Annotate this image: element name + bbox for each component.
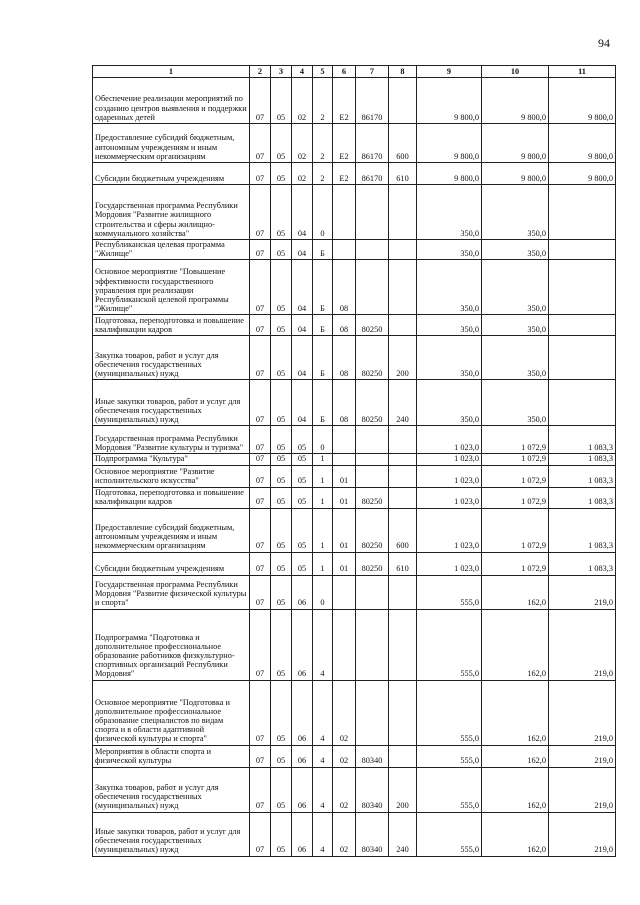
vr-cell: 240 <box>389 380 417 426</box>
direction-cell: 80340 <box>356 767 389 812</box>
ved-cell: 07 <box>250 185 271 240</box>
direction-cell: 86170 <box>356 78 389 124</box>
ved-cell: 07 <box>250 260 271 315</box>
pr-cell: 04 <box>292 185 313 240</box>
pr-cell: 05 <box>292 454 313 465</box>
budget-table <box>92 65 616 857</box>
rz-cell: 05 <box>271 315 292 336</box>
pr-cell: 04 <box>292 240 313 260</box>
rz-cell: 05 <box>271 78 292 124</box>
subprogram-cell <box>333 185 356 240</box>
ved-cell: 07 <box>250 487 271 508</box>
subprogram-cell <box>333 240 356 260</box>
amount-1-cell: 9 800,0 <box>417 124 482 163</box>
amount-2-cell: 1 072,9 <box>482 487 549 508</box>
program-cell: Б <box>313 240 333 260</box>
amount-2-cell: 350,0 <box>482 260 549 315</box>
direction-cell: 86170 <box>356 163 389 185</box>
amount-2-cell: 350,0 <box>482 315 549 336</box>
table-row <box>93 745 616 767</box>
ved-cell: 07 <box>250 78 271 124</box>
rz-cell: 05 <box>271 609 292 680</box>
table-row <box>93 552 616 575</box>
vr-cell <box>389 609 417 680</box>
col-amount-2-header: 10 <box>482 66 549 78</box>
ved-cell: 07 <box>250 454 271 465</box>
table-row <box>93 426 616 454</box>
subprogram-cell: 01 <box>333 487 356 508</box>
direction-cell <box>356 426 389 454</box>
direction-cell <box>356 575 389 609</box>
amount-2-cell: 1 072,9 <box>482 508 549 552</box>
vr-cell <box>389 745 417 767</box>
subprogram-cell: 01 <box>333 465 356 487</box>
name-cell: Субсидии бюджетным учреждениям <box>93 163 250 185</box>
rz-cell: 05 <box>271 812 292 856</box>
subprogram-cell <box>333 454 356 465</box>
program-cell: 1 <box>313 465 333 487</box>
ved-cell: 07 <box>250 163 271 185</box>
amount-3-cell: 219,0 <box>549 812 616 856</box>
amount-1-cell: 1 023,0 <box>417 454 482 465</box>
amount-1-cell: 555,0 <box>417 745 482 767</box>
col-amount-3-header: 11 <box>549 66 616 78</box>
vr-cell <box>389 680 417 745</box>
table-row <box>93 336 616 380</box>
subprogram-cell: 08 <box>333 260 356 315</box>
amount-1-cell: 555,0 <box>417 575 482 609</box>
amount-1-cell: 1 023,0 <box>417 465 482 487</box>
amount-3-cell: 1 083,3 <box>549 465 616 487</box>
program-cell: Б <box>313 380 333 426</box>
amount-3-cell <box>549 336 616 380</box>
ved-cell: 07 <box>250 315 271 336</box>
amount-2-cell: 1 072,9 <box>482 465 549 487</box>
rz-cell: 05 <box>271 508 292 552</box>
pr-cell: 06 <box>292 680 313 745</box>
amount-1-cell: 9 800,0 <box>417 163 482 185</box>
ved-cell: 07 <box>250 380 271 426</box>
col-name-header: 1 <box>93 66 250 78</box>
amount-3-cell <box>549 240 616 260</box>
vr-cell: 240 <box>389 812 417 856</box>
amount-1-cell: 1 023,0 <box>417 487 482 508</box>
subprogram-cell: Е2 <box>333 163 356 185</box>
pr-cell: 04 <box>292 336 313 380</box>
vr-cell <box>389 426 417 454</box>
table-row <box>93 680 616 745</box>
pr-cell: 05 <box>292 465 313 487</box>
pr-cell: 05 <box>292 487 313 508</box>
program-cell: 4 <box>313 812 333 856</box>
program-cell: 1 <box>313 487 333 508</box>
program-cell: Б <box>313 260 333 315</box>
rz-cell: 05 <box>271 680 292 745</box>
rz-cell: 05 <box>271 380 292 426</box>
name-cell: Государственная программа Республики Мордовия "Развитие жилищного строительства и сферы жилищно-коммунального хозяйства" <box>93 185 250 240</box>
direction-cell: 80250 <box>356 380 389 426</box>
amount-3-cell <box>549 380 616 426</box>
program-cell: 0 <box>313 185 333 240</box>
amount-2-cell: 162,0 <box>482 812 549 856</box>
program-cell: 4 <box>313 745 333 767</box>
col-program-header: 5 <box>313 66 333 78</box>
subprogram-cell: 02 <box>333 745 356 767</box>
table-row <box>93 315 616 336</box>
rz-cell: 05 <box>271 163 292 185</box>
amount-3-cell <box>549 315 616 336</box>
ved-cell: 07 <box>250 465 271 487</box>
amount-2-cell: 9 800,0 <box>482 78 549 124</box>
rz-cell: 05 <box>271 745 292 767</box>
ved-cell: 07 <box>250 124 271 163</box>
amount-1-cell: 350,0 <box>417 185 482 240</box>
direction-cell: 80250 <box>356 552 389 575</box>
program-cell: 4 <box>313 767 333 812</box>
header-row <box>93 66 616 78</box>
table-row <box>93 609 616 680</box>
program-cell: 4 <box>313 609 333 680</box>
direction-cell: 80250 <box>356 336 389 380</box>
amount-2-cell: 162,0 <box>482 609 549 680</box>
col-direction-header: 7 <box>356 66 389 78</box>
amount-3-cell: 219,0 <box>549 680 616 745</box>
subprogram-cell <box>333 609 356 680</box>
col-rz-header: 3 <box>271 66 292 78</box>
amount-2-cell: 162,0 <box>482 767 549 812</box>
amount-1-cell: 350,0 <box>417 260 482 315</box>
amount-1-cell: 1 023,0 <box>417 508 482 552</box>
direction-cell <box>356 260 389 315</box>
program-cell: Б <box>313 315 333 336</box>
amount-1-cell: 9 800,0 <box>417 78 482 124</box>
amount-2-cell: 350,0 <box>482 185 549 240</box>
vr-cell <box>389 575 417 609</box>
vr-cell: 200 <box>389 336 417 380</box>
amount-3-cell: 219,0 <box>549 767 616 812</box>
rz-cell: 05 <box>271 767 292 812</box>
rz-cell: 05 <box>271 240 292 260</box>
table-row <box>93 575 616 609</box>
table-row <box>93 812 616 856</box>
program-cell: 2 <box>313 163 333 185</box>
amount-3-cell: 9 800,0 <box>549 124 616 163</box>
program-cell: 1 <box>313 454 333 465</box>
program-cell: 0 <box>313 575 333 609</box>
col-vr-header: 8 <box>389 66 417 78</box>
col-pr-header: 4 <box>292 66 313 78</box>
rz-cell: 05 <box>271 336 292 380</box>
amount-2-cell: 1 072,9 <box>482 426 549 454</box>
rz-cell: 05 <box>271 487 292 508</box>
direction-cell <box>356 185 389 240</box>
direction-cell: 80250 <box>356 315 389 336</box>
vr-cell <box>389 465 417 487</box>
name-cell: Предоставление субсидий бюджетным, автономным учреждениям и иным некоммерческим организациям <box>93 508 250 552</box>
direction-cell: 86170 <box>356 124 389 163</box>
vr-cell <box>389 78 417 124</box>
vr-cell: 200 <box>389 767 417 812</box>
pr-cell: 02 <box>292 163 313 185</box>
amount-1-cell: 1 023,0 <box>417 426 482 454</box>
rz-cell: 05 <box>271 552 292 575</box>
vr-cell <box>389 240 417 260</box>
table-row <box>93 78 616 124</box>
direction-cell: 80340 <box>356 745 389 767</box>
name-cell: Основное мероприятие "Развитие исполнительского искусства" <box>93 465 250 487</box>
rz-cell: 05 <box>271 575 292 609</box>
pr-cell: 06 <box>292 745 313 767</box>
subprogram-cell: 01 <box>333 508 356 552</box>
table-row <box>93 163 616 185</box>
pr-cell: 06 <box>292 812 313 856</box>
amount-3-cell <box>549 260 616 315</box>
name-cell: Предоставление субсидий бюджетным, автономным учреждениям и иным некоммерческим организациям <box>93 124 250 163</box>
direction-cell <box>356 680 389 745</box>
subprogram-cell: 08 <box>333 315 356 336</box>
amount-2-cell: 350,0 <box>482 336 549 380</box>
amount-3-cell: 219,0 <box>549 609 616 680</box>
amount-2-cell: 350,0 <box>482 240 549 260</box>
direction-cell <box>356 240 389 260</box>
amount-3-cell: 9 800,0 <box>549 78 616 124</box>
ved-cell: 07 <box>250 812 271 856</box>
subprogram-cell: 08 <box>333 380 356 426</box>
table-row <box>93 508 616 552</box>
pr-cell: 05 <box>292 426 313 454</box>
amount-3-cell <box>549 185 616 240</box>
table-row <box>93 487 616 508</box>
table-row <box>93 767 616 812</box>
amount-2-cell: 9 800,0 <box>482 124 549 163</box>
rz-cell: 05 <box>271 454 292 465</box>
subprogram-cell: 01 <box>333 552 356 575</box>
amount-3-cell: 1 083,3 <box>549 454 616 465</box>
pr-cell: 06 <box>292 575 313 609</box>
ved-cell: 07 <box>250 575 271 609</box>
amount-2-cell: 1 072,9 <box>482 454 549 465</box>
col-amount-1-header: 9 <box>417 66 482 78</box>
direction-cell <box>356 465 389 487</box>
vr-cell: 600 <box>389 508 417 552</box>
pr-cell: 02 <box>292 78 313 124</box>
rz-cell: 05 <box>271 465 292 487</box>
program-cell: Б <box>313 336 333 380</box>
name-cell: Основное мероприятие "Подготовка и дополнительное профессиональное образование специалистов по видам спорта и в области адаптивной физической культуры и спорта" <box>93 680 250 745</box>
ved-cell: 07 <box>250 552 271 575</box>
ved-cell: 07 <box>250 508 271 552</box>
name-cell: Субсидии бюджетным учреждениям <box>93 552 250 575</box>
program-cell: 1 <box>313 508 333 552</box>
ved-cell: 07 <box>250 426 271 454</box>
subprogram-cell: Е2 <box>333 78 356 124</box>
program-cell: 0 <box>313 426 333 454</box>
name-cell: Закупка товаров, работ и услуг для обеспечения государственных (муниципальных) нужд <box>93 767 250 812</box>
name-cell: Иные закупки товаров, работ и услуг для обеспечения государственных (муниципальных) нужд <box>93 812 250 856</box>
subprogram-cell: 02 <box>333 767 356 812</box>
vr-cell <box>389 454 417 465</box>
direction-cell <box>356 454 389 465</box>
ved-cell: 07 <box>250 680 271 745</box>
table-row <box>93 240 616 260</box>
amount-2-cell: 162,0 <box>482 745 549 767</box>
col-ved-header: 2 <box>250 66 271 78</box>
table-row <box>93 465 616 487</box>
ved-cell: 07 <box>250 609 271 680</box>
amount-3-cell: 9 800,0 <box>549 163 616 185</box>
vr-cell: 610 <box>389 163 417 185</box>
subprogram-cell: 02 <box>333 680 356 745</box>
rz-cell: 05 <box>271 124 292 163</box>
name-cell: Основное мероприятие "Повышение эффективности государственного управления при реализации Республиканской целевой программы "Жилище" <box>93 260 250 315</box>
name-cell: Подпрограмма "Подготовка и дополнительное профессиональное образование работников физкультурно-спортивных организаций Республики Мордовия" <box>93 609 250 680</box>
pr-cell: 05 <box>292 552 313 575</box>
table-row <box>93 185 616 240</box>
amount-2-cell: 162,0 <box>482 680 549 745</box>
pr-cell: 04 <box>292 380 313 426</box>
amount-2-cell: 1 072,9 <box>482 552 549 575</box>
amount-2-cell: 162,0 <box>482 575 549 609</box>
name-cell: Республиканская целевая программа "Жилище" <box>93 240 250 260</box>
vr-cell: 600 <box>389 124 417 163</box>
amount-1-cell: 555,0 <box>417 680 482 745</box>
subprogram-cell: 02 <box>333 812 356 856</box>
name-cell: Подготовка, переподготовка и повышение квалификации кадров <box>93 315 250 336</box>
direction-cell: 80340 <box>356 812 389 856</box>
vr-cell <box>389 185 417 240</box>
table-row <box>93 454 616 465</box>
amount-1-cell: 555,0 <box>417 812 482 856</box>
program-cell: 4 <box>313 680 333 745</box>
table-row <box>93 124 616 163</box>
amount-3-cell: 219,0 <box>549 745 616 767</box>
direction-cell: 80250 <box>356 487 389 508</box>
pr-cell: 06 <box>292 767 313 812</box>
pr-cell: 04 <box>292 260 313 315</box>
rz-cell: 05 <box>271 260 292 315</box>
subprogram-cell <box>333 426 356 454</box>
name-cell: Государственная программа Республики Мордовия "Развитие физической культуры и спорта" <box>93 575 250 609</box>
amount-3-cell: 1 083,3 <box>549 508 616 552</box>
subprogram-cell: 08 <box>333 336 356 380</box>
table-row <box>93 260 616 315</box>
pr-cell: 04 <box>292 315 313 336</box>
name-cell: Закупка товаров, работ и услуг для обеспечения государственных (муниципальных) нужд <box>93 336 250 380</box>
rz-cell: 05 <box>271 426 292 454</box>
program-cell: 1 <box>313 552 333 575</box>
vr-cell <box>389 315 417 336</box>
amount-2-cell: 9 800,0 <box>482 163 549 185</box>
amount-1-cell: 350,0 <box>417 380 482 426</box>
col-subprogram-header: 6 <box>333 66 356 78</box>
name-cell: Мероприятия в области спорта и физической культуры <box>93 745 250 767</box>
amount-3-cell: 1 083,3 <box>549 487 616 508</box>
program-cell: 2 <box>313 78 333 124</box>
amount-3-cell: 219,0 <box>549 575 616 609</box>
ved-cell: 07 <box>250 240 271 260</box>
page-number: 94 <box>598 36 610 50</box>
direction-cell: 80250 <box>356 508 389 552</box>
ved-cell: 07 <box>250 767 271 812</box>
direction-cell <box>356 609 389 680</box>
subprogram-cell: Е2 <box>333 124 356 163</box>
amount-1-cell: 350,0 <box>417 240 482 260</box>
ved-cell: 07 <box>250 336 271 380</box>
vr-cell <box>389 487 417 508</box>
pr-cell: 05 <box>292 508 313 552</box>
name-cell: Обеспечение реализации мероприятий по созданию центров выявления и поддержки одаренных детей <box>93 78 250 124</box>
name-cell: Подготовка, переподготовка и повышение квалификации кадров <box>93 487 250 508</box>
ved-cell: 07 <box>250 745 271 767</box>
pr-cell: 06 <box>292 609 313 680</box>
rz-cell: 05 <box>271 185 292 240</box>
amount-1-cell: 1 023,0 <box>417 552 482 575</box>
amount-2-cell: 350,0 <box>482 380 549 426</box>
table-row <box>93 380 616 426</box>
amount-1-cell: 555,0 <box>417 767 482 812</box>
subprogram-cell <box>333 575 356 609</box>
amount-3-cell: 1 083,3 <box>549 426 616 454</box>
amount-1-cell: 350,0 <box>417 315 482 336</box>
name-cell: Государственная программа Республики Мордовия "Развитие культуры и туризма" <box>93 426 250 454</box>
pr-cell: 02 <box>292 124 313 163</box>
name-cell: Подпрограмма "Культура" <box>93 454 250 465</box>
program-cell: 2 <box>313 124 333 163</box>
table-body <box>93 78 616 857</box>
vr-cell: 610 <box>389 552 417 575</box>
amount-3-cell: 1 083,3 <box>549 552 616 575</box>
amount-1-cell: 350,0 <box>417 336 482 380</box>
amount-1-cell: 555,0 <box>417 609 482 680</box>
vr-cell <box>389 260 417 315</box>
name-cell: Иные закупки товаров, работ и услуг для обеспечения государственных (муниципальных) нужд <box>93 380 250 426</box>
